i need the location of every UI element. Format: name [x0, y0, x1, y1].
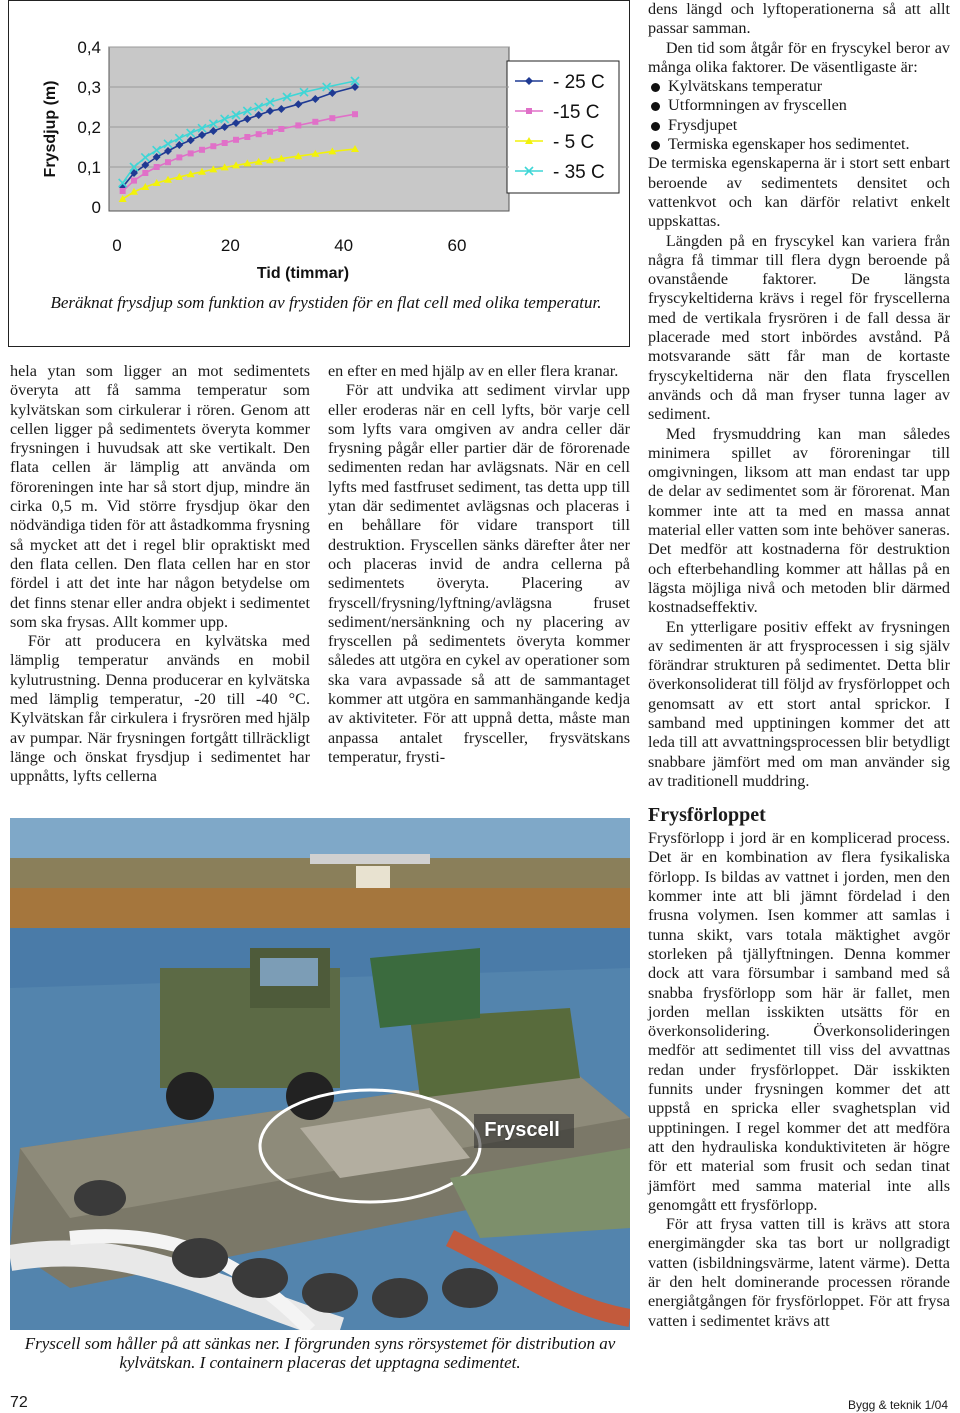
- data-point: [199, 147, 205, 153]
- y-tick-label: 0,3: [77, 78, 101, 97]
- legend-label: - 5 C: [553, 132, 595, 153]
- paragraph: En ytterligare positiv effekt av frysningen av sedimenten är att frysprocessen i sig själv förändrar strukturen på sedimentet. Detta blir överkonsoliderat till följd av frysförloppet och genomsatt av ett stort antal sprickor. I samband med upptiningen kommer det att leda till att avvattningsprocessen blir betydligt snabbare jämfört med om man använder sig av traditionell muddring.: [648, 617, 950, 790]
- legend-label: -15 C: [553, 102, 600, 123]
- legend-label: - 25 C: [553, 72, 605, 93]
- y-tick-labels: [77, 38, 101, 217]
- legend-label: - 35 C: [553, 162, 605, 183]
- x-tick-labels: [112, 236, 466, 255]
- chart-caption: Beräknat frysdjup som funktion av frystiden för en flat cell med olika temperatur.: [50, 293, 602, 312]
- paragraph: Frysförlopp i jord är en komplicerad process. Det är en kombination av flera fysikaliska förlopp. Is bildas av vattnet i jorden, men den kommer inte att bli jämnt fördelad i den frusna volymen. Isen kommer att samlas i tunna skikt, vars totala mäktighet avgör storleken på tjällyftningen. Denna kommer dock att vara försumbar i samband med så snabba frysförlopp som här är fallet, men jorden mellan isskikten utsätts för en överkonsolidering. Överkonsolideringen medför att sedimentet till viss del avvattnas redan under frysförloppet. Där isskikten funnits under frysningen kommer det att uppstå en spricka eller svaghetsplan vid upptiningen. I regel kommer det att medföra att den hydrauliska konduktiviteten är högre för ett material som frusit och sedan tinat jämfört med samma material inte alls genomgått ett frysförlopp.: [648, 829, 950, 1214]
- data-point: [352, 111, 358, 117]
- list-item: Utformningen av fryscellen: [648, 96, 950, 115]
- section-heading: Frysförloppet: [648, 804, 766, 827]
- data-point: [278, 126, 284, 132]
- plot-area: [109, 47, 509, 211]
- x-tick-label: 0: [112, 236, 122, 255]
- column-middle: [328, 362, 630, 767]
- caravan: [356, 866, 390, 888]
- data-point: [329, 115, 335, 121]
- data-point: [295, 122, 301, 128]
- x-axis-label: Tid (timmar): [256, 265, 350, 282]
- list-item: Kylvätskans temperatur: [648, 77, 950, 96]
- paragraph: Längden på en fryscykel kan variera från några få timmar till flera dygn beroende på ovanstående faktorer. De längsta fryscykeltiderna krävs i regel för fryscellerna med de vertikala frysrören i de fall dessa är placerade med stort inbördes avstånd. På motsvarande sätt får man de kortaste fryscykeltiderna när den flata fryscellen används och då man fryser tunna lager av sediment.: [648, 231, 950, 424]
- paragraph: De termiska egenskaperna är i stort sett enbart beroende av sedimentets densitet och vattenkvot och kan därför relativt enkelt uppskattas.: [648, 154, 950, 231]
- y-tick-label: 0,2: [77, 118, 101, 137]
- data-point: [267, 129, 273, 135]
- paragraph: Med frysmuddring kan man således minimera spillet av föroreningar till omgivningen, liksom att man endast tar upp de delar av sedimentet som är förorenat. Man kommer inte att ta med en massa annat material eller vatten som inte behöver saneras. Det medför att kostnaderna för destruktion och efterbehandling kommer att hållas på en lägsta möjliga nivå och metoden blir därmed kostnadseffektiv.: [648, 424, 950, 617]
- data-point: [244, 134, 250, 140]
- data-point: [131, 178, 137, 184]
- column-left: [10, 362, 310, 787]
- paragraph: För att frysa vatten till is krävs att stora energimängder ska tas bort ur nollgradigt vatten (isbildningsvärme, latent värme). Detta är den helt dominerande processen rörande energiåtgången för frysförloppet. För att frysa vatten i sedimentet krävs att: [648, 1215, 950, 1330]
- x-tick-label: 60: [447, 236, 467, 255]
- magazine-issue: Bygg & teknik 1/04: [847, 1398, 948, 1412]
- barge-photo: [10, 818, 630, 1330]
- page-number: 72: [10, 1394, 28, 1411]
- data-point: [120, 188, 126, 194]
- paragraph: Den tid som åtgår för en fryscykel beror av många olika faktorer. De väsentligaste är:: [648, 38, 950, 76]
- list-item: Termiska egenskaper hos sedimentet.: [648, 135, 950, 154]
- chart-frame: [8, 0, 630, 347]
- data-point: [222, 140, 228, 146]
- factor-list: [648, 77, 950, 154]
- list-item: Frysdjupet: [648, 116, 950, 135]
- y-axis-label: Frysdjup (m): [42, 80, 59, 178]
- data-point: [233, 137, 239, 143]
- paragraph: hela ytan som ligger an mot sedimentets överyta att få samma temperatur som kylvätskan som cirkulerar i rören. Genom att cellen ligger på sedimentets överyta kommer frysningen i huvudsak att ske vertikalt. Den flata cellen är lämplig att använda om föroreningen inte har så stort djup, mindre än cirka 0,5 m. Vid större frysdjup ökar den nödvändiga tiden för att åstadkomma frysning så mycket att det i regel blir opraktiskt med den flata cellen. Den flata cellen har en stor fördel i att det inte har någon betydelse om det finns stenar eller andra objekt i sedimentet som ska frysas. Allt kommer upp.: [10, 362, 310, 631]
- data-point: [176, 154, 182, 160]
- paragraph: dens längd och lyftoperationerna så att allt passar samman.: [648, 0, 950, 38]
- x-tick-label: 20: [220, 236, 240, 255]
- paragraph: För att undvika att sediment virvlar upp eller eroderas när en cell lyfts, bör varje cell som lyfts vara omgiven av andra celler där frysning pågår eller partier där de förorenade sedimenten redan har avlägsnats. När en cell lyfts med fastfruset sediment, tas detta upp till ytan där sedimentet avlägsnas och placeras i en behållare för vidare transport till destruktion. Fryscellen sänks därefter åter ner och placeras invid de andra cellerna på sedimentets överyta. Placering av fryscell/frysning/lyftning/avlägsna fruset sediment/nersänkning och ny placering av fryscellen på sedimentets överyta kommer således att utgöra en cykel av operationer som ska vara avpassade så att de sammantaget kommer att utgöra en sammanhängande kedja av aktiviteter. För att uppnå detta, måste man anpassa antalet frysceller, frysvätskans temperatur, frysti-: [328, 381, 630, 766]
- fryscell-label: Fryscell: [484, 1119, 560, 1141]
- photo-illustration: [10, 818, 630, 1330]
- data-point: [188, 150, 194, 156]
- y-tick-label: 0: [91, 198, 101, 217]
- data-point: [154, 164, 160, 170]
- y-tick-label: 0,4: [77, 38, 101, 57]
- paragraph: För att producera en kylvätska med lämplig temperatur används en mobil kylutrustning. Denna producerar en kylvätska med lämplig temperatur, -20 till -40 °C. Kylvätskan får cirkulera i frysrören med hjälp av pumpar. När frysningen fortgått tillräckligt länge och önskat frysdjup i sedimentet har uppnåtts, lyfts cellerna: [10, 632, 310, 786]
- legend-marker: [526, 108, 532, 114]
- paragraph: en efter en med hjälp av en eller flera kranar.: [328, 362, 619, 380]
- y-tick-label: 0,1: [77, 158, 101, 177]
- x-tick-label: 40: [334, 236, 354, 255]
- data-point: [165, 159, 171, 165]
- data-point: [210, 143, 216, 149]
- data-point: [312, 119, 318, 125]
- photo-caption: Fryscell som håller på att sänkas ner. I förgrunden syns rörsystemet för distribution av kylvätskan. I containern placeras det upptagna sedimentet.: [24, 1334, 616, 1372]
- data-point: [142, 170, 148, 176]
- data-point: [256, 131, 262, 137]
- column-right: [648, 0, 950, 1331]
